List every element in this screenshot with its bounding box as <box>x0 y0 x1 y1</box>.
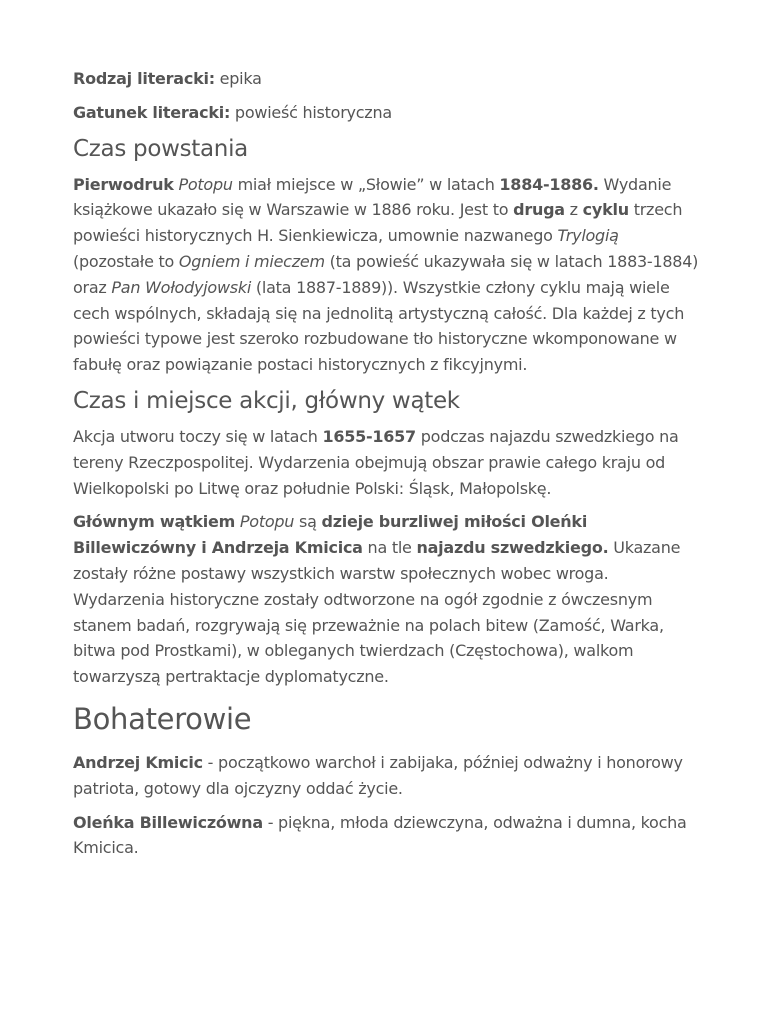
setting-paragraph-2 <box>73 509 703 690</box>
section-heading-setting: Czas i miejsce akcji, główny wątek <box>73 387 460 414</box>
creation-paragraph <box>73 172 703 378</box>
literary-kind-value: epika <box>214 69 262 88</box>
text-run: (lata 1887-1889)). Wszystkie człony cyklu mają wiele cech wspólnych, składają się na jednolitą artystyczną całość. Dla każdej z tych powieści typowe jest szeroko rozbudowane tło historyczne wkomponowane w fabułę oraz powiązanie postaci historycznych z fikcyjnymi. <box>73 277 685 375</box>
text-run: z <box>564 200 583 220</box>
document-content <box>73 66 703 869</box>
character-description: - początkowo warchoł i zabijaka, później odważny i honorowy patriota, gotowy dla ojczyzny oddać życie. <box>73 752 683 798</box>
literary-kind-label: Rodzaj literacki: <box>73 69 215 88</box>
text-run: 1655-1657 <box>322 426 416 446</box>
text-run: najazdu szwedzkiego. <box>416 538 609 558</box>
text-run: na tle <box>362 538 417 558</box>
book-title: Pan Wołodyjowski <box>111 277 252 297</box>
text-run: (ta powieść ukazywała się w latach 1883-1884) oraz <box>73 251 699 297</box>
literary-genre <box>73 100 703 126</box>
text-run: druga <box>513 200 565 220</box>
literary-genre-label: Gatunek literacki: <box>73 102 231 122</box>
book-title: Potopu <box>239 512 295 532</box>
text-run: Wydanie książkowe ukazało się w Warszawie w 1886 roku. Jest to <box>73 174 672 220</box>
text-run: podczas najazdu szwedzkiego na tereny Rzeczpospolitej. Wydarzenia obejmują obszar prawie całego kraju od Wielkopolski po Litwę oraz południe Polski: Śląsk, Małopolskę. <box>73 426 679 498</box>
character-entry-olenka <box>73 810 703 862</box>
text-run: Głównym wątkiem <box>73 512 236 532</box>
text-run: miał miejsce w „Słowie” w latach <box>232 174 500 194</box>
text-run: 1884-1886. <box>499 174 599 194</box>
setting-paragraph-1 <box>73 424 703 501</box>
text-run: Ukazane zostały różne postawy wszystkich warstw społecznych wobec wroga. Wydarzenia historyczne zostały odtworzone na ogół zgodnie z ówczesnym stanem badań, rozgrywają się przeważnie na polach bitew (Zamość, Warka, bitwa pod Prostkami), w obleganych twierdzach (Częstochowa), walkom towarzyszą pertraktacje dyplomatyczne. <box>73 538 681 687</box>
literary-kind <box>73 66 703 92</box>
text-run: dzieje burzliwej miłości Oleńki Billewiczówny i Andrzeja Kmicica <box>73 512 588 558</box>
text-run: trzech powieści historycznych H. Sienkiewicza, umownie nazwanego <box>73 200 683 246</box>
text-run: Pierwodruk <box>73 174 174 194</box>
literary-genre-value: powieść historyczna <box>230 102 392 122</box>
character-name: Andrzej Kmicic <box>73 752 203 772</box>
book-title: Trylogią <box>557 226 619 246</box>
book-title: Potopu <box>178 174 233 194</box>
book-title: Ogniem i mieczem <box>178 251 325 271</box>
text-run: Akcja utworu toczy się w latach <box>73 426 323 446</box>
section-heading-creation: Czas powstania <box>73 135 248 162</box>
text-run: (pozostałe to <box>73 251 179 271</box>
character-entry-kmicic <box>73 750 703 802</box>
character-name: Oleńka Billewiczówna <box>73 812 263 832</box>
section-heading-characters: Bohaterowie <box>73 701 252 736</box>
character-description: - piękna, młoda dziewczyna, odważna i dumna, kocha Kmicica. <box>73 812 687 858</box>
text-run: cyklu <box>582 200 629 220</box>
text-run: są <box>294 512 322 532</box>
